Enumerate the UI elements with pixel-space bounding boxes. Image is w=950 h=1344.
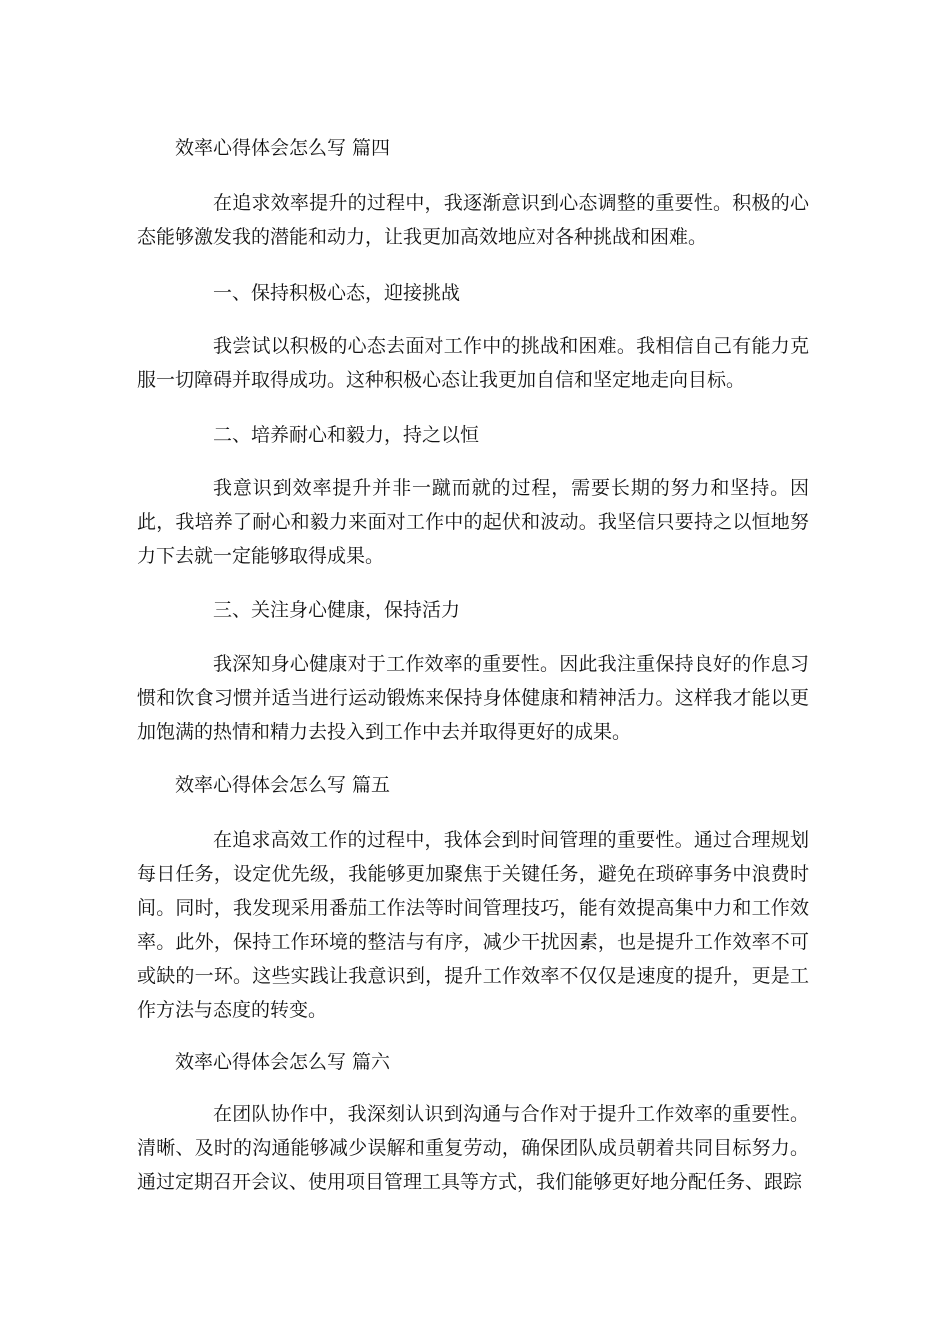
subsection-heading: 三、关注身心健康，保持活力 xyxy=(213,599,461,621)
section-heading-5: 效率心得体会怎么写 篇五 xyxy=(175,774,391,796)
paragraph: 我意识到效率提升并非一蹴而就的过程，需要长期的努力和坚持。因此，我培养了耐心和毅力来面对工作中的起伏和波动。我坚信只要持之以恒地努力下去就一定能够取得成果。 xyxy=(137,477,809,567)
section-heading-6: 效率心得体会怎么写 篇六 xyxy=(175,1051,391,1073)
subsection-heading: 一、保持积极心态，迎接挑战 xyxy=(213,282,461,304)
section-heading-4: 效率心得体会怎么写 篇四 xyxy=(175,137,391,159)
paragraph: 我深知身心健康对于工作效率的重要性。因此我注重保持良好的作息习惯和饮食习惯并适当进行运动锻炼来保持身体健康和精神活力。这样我才能以更加饱满的热情和精力去投入到工作中去并取得更好的成果。 xyxy=(137,653,809,743)
paragraph: 我尝试以积极的心态去面对工作中的挑战和困难。我相信自己有能力克服一切障碍并取得成功。这种积极心态让我更加自信和坚定地走向目标。 xyxy=(137,335,809,391)
subsection-heading: 二、培养耐心和毅力，持之以恒 xyxy=(213,424,480,446)
paragraph: 在追求效率提升的过程中，我逐渐意识到心态调整的重要性。积极的心态能够激发我的潜能和动力，让我更加高效地应对各种挑战和困难。 xyxy=(137,192,809,248)
paragraph: 在追求高效工作的过程中，我体会到时间管理的重要性。通过合理规划每日任务，设定优先级，我能够更加聚焦于关键任务，避免在琐碎事务中浪费时间。同时，我发现采用番茄工作法等时间管理技巧，能有效提高集中力和工作效率。此外，保持工作环境的整洁与有序，减少干扰因素，也是提升工作效率不可或缺的一环。这些实践让我意识到，提升工作效率不仅仅是速度的提升，更是工作方法与态度的转变。 xyxy=(137,829,809,1021)
paragraph: 在团队协作中，我深刻认识到沟通与合作对于提升工作效率的重要性。清晰、及时的沟通能够减少误解和重复劳动，确保团队成员朝着共同目标努力。通过定期召开会议、使用项目管理工具等方式，我们能够更好地分配任务、跟踪 xyxy=(137,1103,809,1193)
